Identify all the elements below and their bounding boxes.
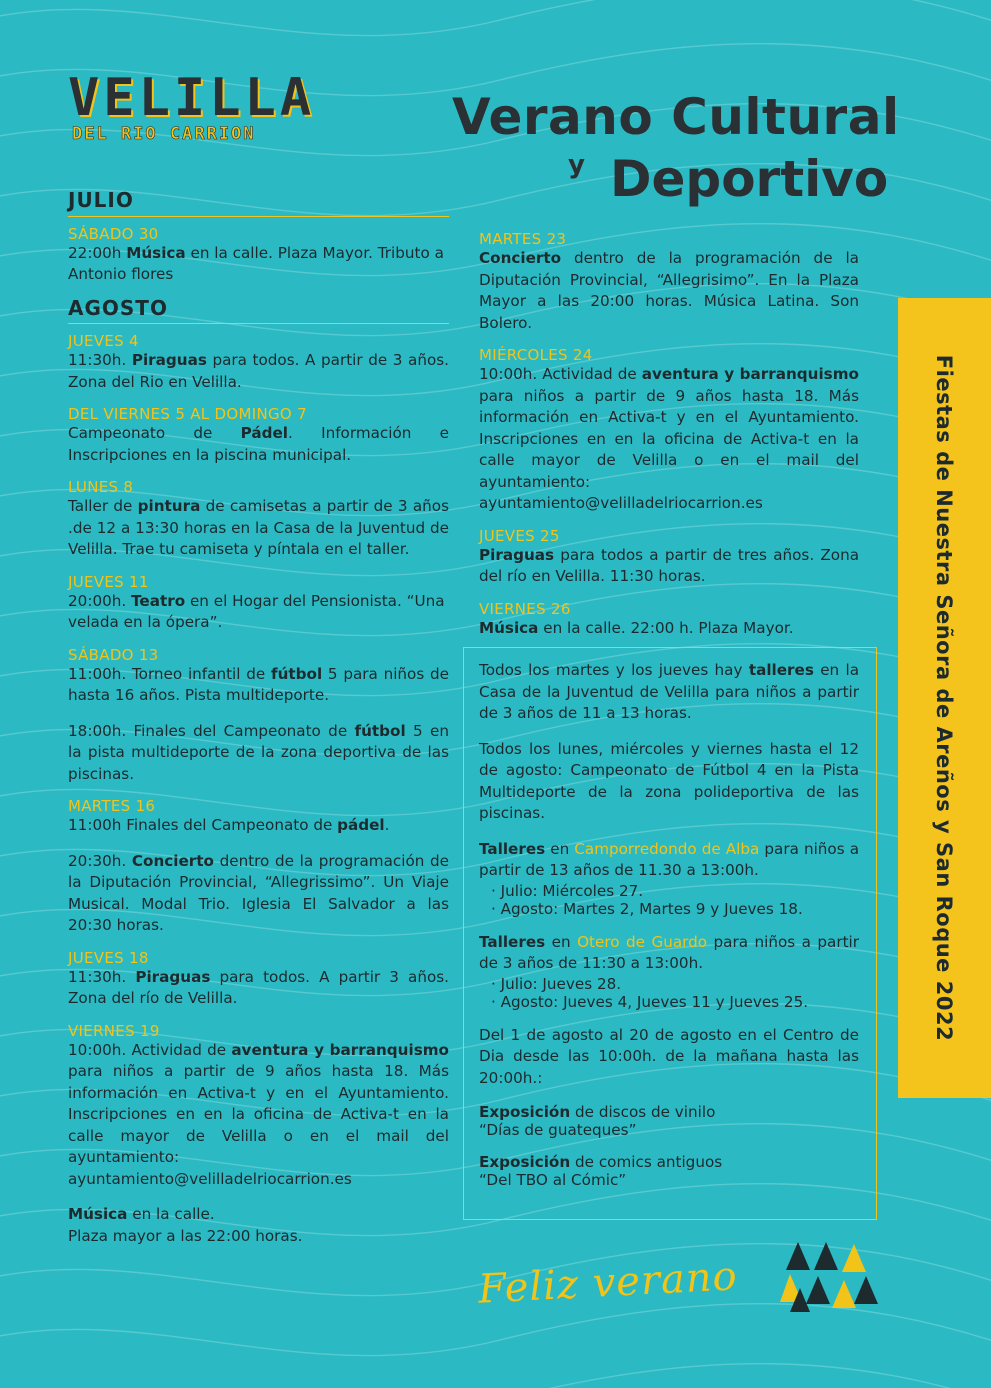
event-date: VIERNES 19 xyxy=(68,1021,160,1040)
event-text: Música en la calle. 22:00 h. Plaza Mayor. xyxy=(479,618,794,637)
info-paragraph: Todos los lunes, miércoles y viernes hasta el 12 de agosto: Campeonato de Fútbol 4 en la Pista Multideporte de la zona polideportiva de las piscinas. xyxy=(479,739,859,822)
info-paragraph: Exposición de discos de vinilo “Días de guateques” xyxy=(479,1103,716,1139)
event-sabado-30 xyxy=(68,225,449,286)
event-sabado-13 xyxy=(68,646,449,786)
event-text: 11:30h. Piraguas para todos. A partir 3 años. Zona del río de Velilla. xyxy=(68,967,449,1007)
event-lunes-8 xyxy=(68,478,449,561)
event-date: JUEVES 18 xyxy=(68,948,149,967)
info-paragraph: Talleres en Otero de Guardo para niños a partir de 3 años de 11:30 a 13:00h. · Julio: Jueves 28. · Agosto: Jueves 4, Jueves 11 y Jueves 25. xyxy=(479,932,859,1011)
event-viernes-26 xyxy=(479,600,859,640)
event-text: 11:00h. Torneo infantil de fútbol 5 para niños de hasta 16 años. Pista multideporte. xyxy=(68,664,449,704)
event-text: 20:00h. Teatro en el Hogar del Pensionista. “Una velada en la ópera”. xyxy=(68,591,445,631)
title-line1: Verano Cultural xyxy=(452,88,900,146)
side-band-text: Fiestas de Nuestra Señora de Areños y San Roque 2022 xyxy=(932,354,956,1042)
event-jueves-25 xyxy=(479,527,859,588)
event-martes-16 xyxy=(68,797,449,937)
info-paragraph: Del 1 de agosto al 20 de agosto en el Centro de Dia desde las 10:00h. de la mañana hasta las 20:00h.: xyxy=(479,1025,859,1087)
triangles-decoration-icon xyxy=(780,1240,880,1320)
background-wave-line xyxy=(0,0,991,36)
logo-main: VELILLA xyxy=(68,68,316,128)
event-text: Música en la calle. Plaza mayor a las 22:00 horas. xyxy=(68,1205,303,1245)
event-text: Taller de pintura de camisetas a partir de 3 años .de 12 a 13:30 horas en la Casa de la Juventud de Velilla. Trae tu camiseta y píntala en el taller. xyxy=(68,497,449,558)
event-date: JUEVES 11 xyxy=(68,572,149,591)
event-jueves-4 xyxy=(68,332,449,393)
event-date: MARTES 23 xyxy=(479,230,567,248)
info-paragraph: Exposición de comics antiguos “Del TBO al Cómic” xyxy=(479,1153,723,1189)
event-jueves-11 xyxy=(68,573,449,634)
event-date: JUEVES 4 xyxy=(68,332,139,350)
event-date: SÁBADO 30 xyxy=(68,224,159,243)
event-miercoles-24 xyxy=(479,346,859,515)
event-jueves-18 xyxy=(68,949,449,1010)
title-y: y xyxy=(568,150,585,180)
logo-sub: DEL RIO CARRION xyxy=(72,124,256,144)
event-text: 11:00h Finales del Campeonato de pádel. xyxy=(68,816,390,834)
event-date: JUEVES 25 xyxy=(479,526,560,545)
event-text: Concierto dentro de la programación de la Diputación Provincial, “Allegrisimo”. En la Plaza Mayor a las 20:00 horas. Música Latina. Son Bolero. xyxy=(479,249,859,332)
event-date: VIERNES 26 xyxy=(479,599,571,618)
event-date: MARTES 16 xyxy=(68,797,156,815)
event-text: 10:00h. Actividad de aventura y barranquismo para niños a partir de 9 años hasta 18. Más información en Activa-t y en el Ayuntamiento. Inscripciones en en la oficina de Activa-t en la calle mayor de Velilla o en el mail del ayuntamiento: ayuntamiento@velilladelriocarrion.es xyxy=(479,365,859,512)
event-text: 20:30h. Concierto dentro de la programación de la Diputación Provincial, “Allegrissimo”. Un Viaje Musical. Modal Trio. Iglesia El Salvador a las 20:30 horas. xyxy=(68,851,449,934)
left-column xyxy=(68,190,449,1259)
event-viernes-19 xyxy=(68,1022,449,1248)
event-text: 11:30h. Piraguas para todos. A partir de 3 años. Zona del Rio en Velilla. xyxy=(68,351,449,391)
event-text: 10:00h. Actividad de aventura y barranquismo para niños a partir de 9 años hasta 18. Más información en Activa-t y en el Ayuntamiento. Inscripciones en en la oficina de Activa-t en la calle mayor de Velilla o en el mail del ayuntamiento: ayuntamiento@velilladelriocarrion.es xyxy=(68,1040,449,1188)
event-text: 18:00h. Finales del Campeonato de fútbol 5 en la pista multideporte de la zona deportiva de las piscinas. xyxy=(68,721,449,783)
feliz-verano-text: Feliz verano xyxy=(476,1253,739,1313)
right-column xyxy=(479,230,859,651)
event-date: MIÉRCOLES 24 xyxy=(479,346,593,364)
background-wave-line xyxy=(0,1364,991,1388)
title-line2: Deportivo xyxy=(610,150,889,208)
month-heading-agosto: AGOSTO xyxy=(68,298,449,325)
event-date: SÁBADO 13 xyxy=(68,645,159,664)
info-paragraph: Todos los martes y los jueves hay talleres en la Casa de la Juventud de Velilla para niños a partir de 3 años de 11 a 13 horas. xyxy=(479,661,860,722)
info-paragraph: Talleres en Camporredondo de Alba para niños a partir de 13 años de 11.30 a 13:00h. · Julio: Miércoles 27. · Agosto: Martes 2, Martes 9 y Jueves 18. xyxy=(479,839,859,918)
event-martes-23 xyxy=(479,230,859,334)
info-box-text xyxy=(479,660,859,1203)
event-date: DEL VIERNES 5 AL DOMINGO 7 xyxy=(68,405,307,423)
event-date: LUNES 8 xyxy=(68,478,134,496)
velilla-logo xyxy=(68,68,316,152)
event-text: Piraguas para todos a partir de tres años. Zona del río en Velilla. 11:30 horas. xyxy=(479,545,859,585)
event-text: 22:00h Música en la calle. Plaza Mayor. Tributo a Antonio flores xyxy=(68,243,444,283)
month-heading-julio: JULIO xyxy=(68,190,449,217)
event-text: Campeonato de Pádel. Información e Inscripciones en la piscina municipal. xyxy=(68,424,449,464)
event-viernes-5 xyxy=(68,405,449,466)
